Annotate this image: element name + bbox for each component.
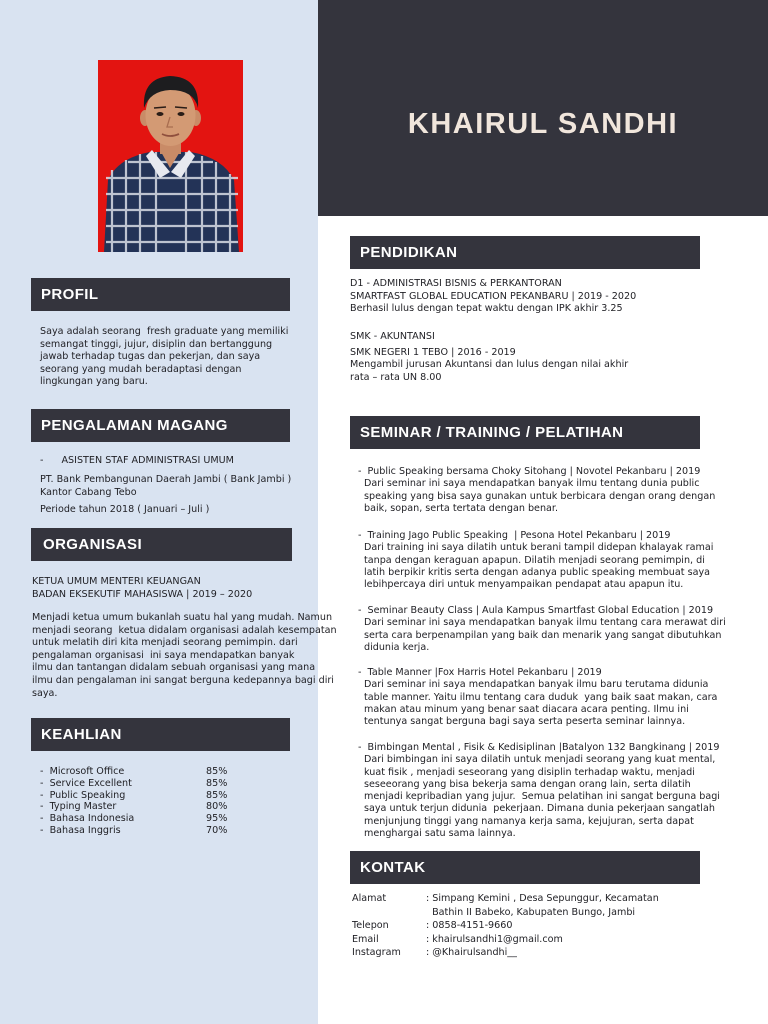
contact-value: : 0858-4151-9660 <box>426 920 513 931</box>
seminar-desc-line: saya untuk terjun didunia pekerjaan. Dimana dunia pekerjaan sangatlah <box>364 803 715 815</box>
seminar-desc-line: serta cara berpenampilan yang baik dan menarik yang sangat dibutuhkan <box>364 629 722 641</box>
seminar-desc-line: table manner. Yaitu ilmu tentang cara duduk yang baik saat makan, cara <box>364 691 718 703</box>
contact-value: : Simpang Kemini , Desa Sepunggur, Kecamatan <box>426 893 659 904</box>
section-header-keahlian: KEAHLIAN <box>31 718 290 751</box>
seminar-desc-line: lebihpercaya diri untuk menyampaikan pendapat atau apapun itu. <box>364 579 684 591</box>
organisasi-desc <box>32 612 337 700</box>
seminar-desc-line: Dari training ini saya dilatih untuk berani tampil didepan khalayak ramai <box>364 542 714 554</box>
profil-line: lingkungan yang baru. <box>40 376 148 388</box>
profil-line: semangat tinggi, jujur, disiplin dan bertanggung <box>40 338 273 350</box>
contact-value: : @Khairulsandhi__ <box>426 947 517 958</box>
contact-value: : khairulsandhi1@gmail.com <box>426 933 563 945</box>
edu-line: Mengambil jurusan Akuntansi dan lulus dengan nilai akhir <box>350 359 629 371</box>
edu-line: Berhasil lulus dengan tepat waktu dengan IPK akhir 3.25 <box>350 303 623 315</box>
profile-photo <box>98 60 243 252</box>
contact-list <box>352 892 659 960</box>
seminar-item <box>358 667 718 728</box>
seminar-desc-line: Dari bimbingan ini saya dilatih untuk menjadi seorang yang kuat mental, <box>364 754 716 766</box>
seminar-title: - Table Manner |Fox Harris Hotel Pekanbaru | 2019 <box>358 667 602 678</box>
seminar-item <box>358 605 726 654</box>
contact-label: Email <box>352 933 379 945</box>
seminar-item <box>358 742 720 840</box>
company-line: PT. Bank Pembangunan Daerah Jambi ( Bank Jambi ) <box>40 474 292 485</box>
seminar-title: - Training Jago Public Speaking | Pesona Hotel Pekanbaru | 2019 <box>358 530 671 541</box>
profil-line: Saya adalah seorang fresh graduate yang memiliki <box>40 326 289 337</box>
contact-instagram <box>352 946 659 960</box>
pendidikan-d1 <box>350 278 636 316</box>
skill-level: 85% <box>206 777 228 789</box>
seminar-desc-line: tanpa dengan keraguan apapun. Dilatih menjadi seorang pemimpin, di <box>364 554 705 566</box>
seminar-desc-line: seseeorang yang bisa bekerja sama dengan orang lain, serta dilatih <box>364 778 691 790</box>
seminar-desc-line: tentunya sangat berguna bagi saya serta peserta seminar lainnya. <box>364 716 686 728</box>
contact-telepon <box>352 919 659 933</box>
skill-level: 80% <box>206 801 228 813</box>
seminar-desc-line: kuat fisik , menjadi seseorang yang disiplin terhadap waktu, menjadi <box>364 766 695 778</box>
candidate-name: KHAIRUL SANDHI <box>407 108 679 140</box>
edu-line: D1 - ADMINISTRASI BISNIS & PERKANTORAN <box>350 278 562 289</box>
skill-item <box>40 766 227 778</box>
profil-line: jawab terhadap tugas dan pekerjan, dan saya <box>40 351 261 363</box>
seminar-desc-line: Dari seminar ini saya mendapatkan banyak ilmu tentang dunia public <box>364 478 700 490</box>
skill-item <box>40 778 227 790</box>
pengalaman-position <box>40 455 234 468</box>
seminar-desc-line: baik, sopan, serta tertata dengan benar. <box>364 502 559 514</box>
org-title-line: BADAN EKSEKUTIF MAHASISWA | 2019 – 2020 <box>32 588 253 600</box>
org-desc-line: ilmu dan tantangan didalam sebuah organisasi yang mana <box>32 662 316 674</box>
org-desc-line: pengalaman organisasi ini saya mendapatkan banyak <box>32 649 295 661</box>
skill-level: 95% <box>206 813 228 825</box>
section-header-organisasi: ORGANISASI <box>31 528 292 561</box>
org-desc-line: Menjadi ketua umum bukanlah suatu hal yang mudah. Namun <box>32 612 333 623</box>
seminar-desc-line: speaking yang bisa saya gunakan untuk berbicara dengan orang dengan <box>364 490 716 502</box>
position-title: ASISTEN STAF ADMINISTRASI UMUM <box>61 455 234 466</box>
contact-label: Instagram <box>352 947 401 958</box>
seminar-desc-line: Dari seminar ini saya mendapatkan banyak ilmu tentang cara merawat diri <box>364 617 726 629</box>
seminar-desc-line: didunia kerja. <box>364 641 430 653</box>
contact-value: Bathin II Babeko, Kabupaten Bungo, Jambi <box>426 906 636 918</box>
contact-label: Alamat <box>352 893 387 904</box>
company-line: Kantor Cabang Tebo <box>40 486 137 498</box>
edu-line: rata – rata UN 8.00 <box>350 371 442 383</box>
org-desc-line: saya. <box>32 687 58 699</box>
edu-line: SMARTFAST GLOBAL EDUCATION PEKANBARU | 2019 - 2020 <box>350 290 637 302</box>
skill-item <box>40 790 227 802</box>
bullet-dash: - <box>40 455 44 466</box>
pendidikan-smk <box>350 331 628 384</box>
seminar-desc-line: menghargai satu sama lainnya. <box>364 828 516 840</box>
section-header-pendidikan: PENDIDIKAN <box>350 236 700 269</box>
edu-line: SMK - AKUNTANSI <box>350 331 435 342</box>
skill-item <box>40 813 227 825</box>
pengalaman-company <box>40 474 291 499</box>
skill-level: 85% <box>206 789 228 801</box>
section-header-seminar: SEMINAR / TRAINING / PELATIHAN <box>350 416 700 449</box>
seminar-item <box>358 466 716 515</box>
section-header-pengalaman: PENGALAMAN MAGANG <box>31 409 290 442</box>
skill-level: 70% <box>206 824 228 836</box>
organisasi-title <box>32 576 252 601</box>
org-desc-line: ilmu dan pengalaman ini sangat berguna kedepannya bagi diri <box>32 674 334 686</box>
contact-email <box>352 933 659 947</box>
seminar-desc-line: menjadi kepribadian yang jujur. Semua pelatihan ini sangat berguna bagi <box>364 791 720 803</box>
skill-name: - Microsoft Office <box>40 766 206 778</box>
skill-name: - Service Excellent <box>40 778 206 790</box>
section-header-kontak: KONTAK <box>350 851 700 884</box>
seminar-title: - Public Speaking bersama Choky Sitohang | Novotel Pekanbaru | 2019 <box>358 466 701 477</box>
skill-level: 85% <box>206 766 228 777</box>
skill-item <box>40 825 227 837</box>
profil-text <box>40 326 288 389</box>
seminar-desc-line: Dari seminar ini saya mendapatkan banyak ilmu baru terutama didunia <box>364 679 709 691</box>
org-desc-line: menjadi seorang ketua didalam organisasi adalah kesempatan <box>32 624 337 636</box>
section-header-profil: PROFIL <box>31 278 290 311</box>
contact-alamat-cont <box>352 906 659 920</box>
org-title-line: KETUA UMUM MENTERI KEUANGAN <box>32 576 201 587</box>
org-desc-line: untuk melatih diri kita menjadi seorang pemimpin. dari <box>32 637 298 649</box>
skill-name: - Bahasa Inggris <box>40 825 206 837</box>
edu-line: SMK NEGERI 1 TEBO | 2016 - 2019 <box>350 346 516 358</box>
seminar-title: - Seminar Beauty Class | Aula Kampus Smartfast Global Education | 2019 <box>358 605 714 616</box>
seminar-title: - Bimbingan Mental , Fisik & Kedisiplinan |Batalyon 132 Bangkinang | 2019 <box>358 742 720 753</box>
seminar-desc-line: menjunjung tinggi yang namanya kerja sama, kejujuran, serta dapat <box>364 815 694 827</box>
profil-line: seorang yang mudah beradaptasi dengan <box>40 363 242 375</box>
seminar-item <box>358 530 714 591</box>
skill-name: - Bahasa Indonesia <box>40 813 206 825</box>
contact-alamat <box>352 892 659 906</box>
seminar-desc-line: latih berpikir kritis serta dengan adanya public speaking membuat saya <box>364 566 711 578</box>
pengalaman-period: Periode tahun 2018 ( Januari – Juli ) <box>40 504 210 515</box>
seminar-desc-line: makan atau minum yang benar saat diacara acara penting. Ilmu ini <box>364 703 689 715</box>
contact-label: Telepon <box>352 920 389 931</box>
skills-list <box>40 766 227 837</box>
skill-name: - Typing Master <box>40 801 206 813</box>
skill-item <box>40 801 227 813</box>
skill-name: - Public Speaking <box>40 790 206 802</box>
